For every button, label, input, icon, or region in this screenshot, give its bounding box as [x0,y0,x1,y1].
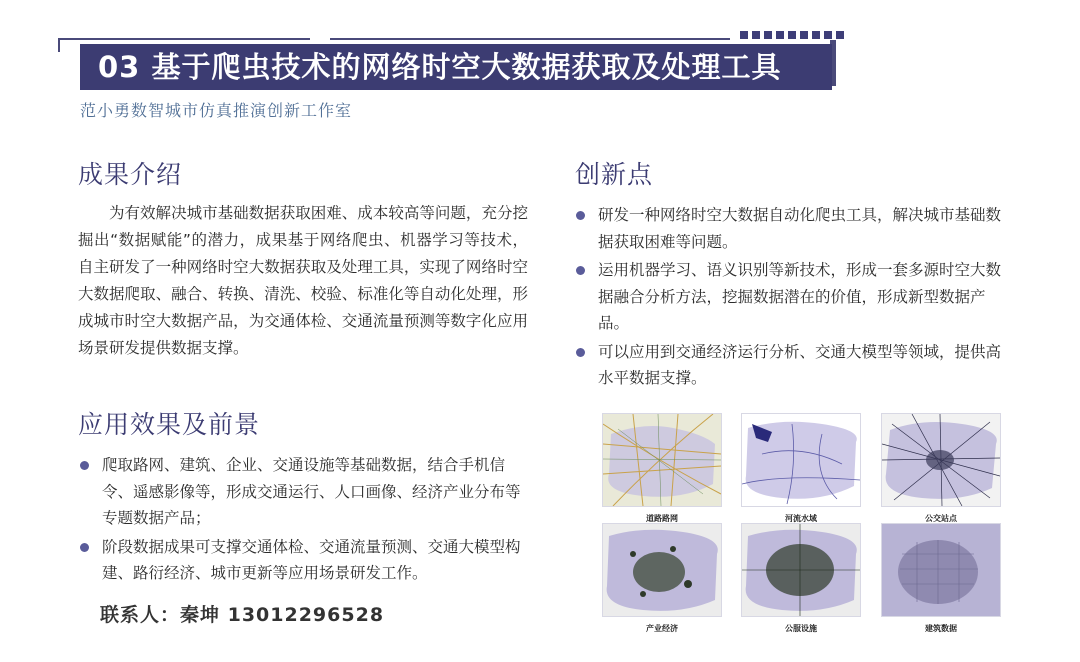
page-subtitle: 范小勇数智城市仿真推演创新工作室 [80,101,353,120]
list-item [574,339,1009,392]
header-decoration-line [330,38,730,40]
thumbnail-caption: 河流水域 [785,514,817,523]
bullet-dot-icon [576,348,585,357]
contact-info: 联系人：秦坤 13012296528 [100,604,385,626]
intro-paragraph: 为有效解决城市基础数据获取困难、成本较高等问题，充分挖掘出“数据赋能”的潜力，成果基于网络爬虫、机器学习等技术，自主研发了一种网络时空大数据获取及处理工具，实现了网络时空大数据爬取、融合、转换、清洗、校验、标准化等自动化处理，形成城市时空大数据产品，为交通体检、交通流量预测等数字化应用场景研发提供数据支撑。 [78,204,528,357]
header-decoration-tick [58,38,60,52]
list-item-text: 阶段数据成果可支撑交通体检、交通流量预测、交通大模型构建、路衍经济、城市更新等应用场景研发工作。 [102,537,521,582]
effect-list [78,452,533,589]
list-item-text: 运用机器学习、语义识别等新技术，形成一套多源时空大数据融合分析方法，挖掘数据潜在的价值，形成新型数据产品。 [598,261,1002,332]
thumbnail-river-water [741,413,861,524]
thumbnail-public-facility [741,523,861,634]
road-network-map-icon [602,413,722,507]
thumbnail-road-network [602,413,722,524]
innovation-heading: 创新点 [575,160,654,189]
thumbnail-caption: 产业经济 [646,624,678,633]
list-item [78,534,533,587]
list-item-text: 研发一种网络时空大数据自动化爬虫工具，解决城市基础数据获取困难等问题。 [598,206,1002,251]
header-decoration-squares [740,31,844,39]
page-title: 03 基于爬虫技术的网络时空大数据获取及处理工具 [80,44,832,90]
list-item [78,452,533,532]
bullet-dot-icon [80,543,89,552]
bus-stop-map-icon [881,413,1001,507]
building-data-map-icon [881,523,1001,617]
thumbnail-industry-economy [602,523,722,634]
thumbnail-building-data [881,523,1001,634]
intro-heading: 成果介绍 [78,160,183,189]
list-item-text: 可以应用到交通经济运行分析、交通大模型等领域，提供高水平数据支撑。 [598,342,1002,387]
river-water-map-icon [741,413,861,507]
list-item [574,202,1009,255]
list-item [574,257,1009,337]
bullet-dot-icon [576,211,585,220]
thumbnail-bus-stop [881,413,1001,524]
bullet-dot-icon [80,461,89,470]
public-facility-map-icon [741,523,861,617]
thumbnail-caption: 道路路网 [646,514,678,523]
thumbnail-caption: 公服设施 [785,624,817,633]
thumbnail-caption: 公交站点 [925,514,957,523]
thumbnail-caption: 建筑数据 [925,624,957,633]
innovation-list [574,202,1009,394]
bullet-dot-icon [576,266,585,275]
header-decoration-line [60,38,310,40]
list-item-text: 爬取路网、建筑、企业、交通设施等基础数据，结合手机信令、遥感影像等，形成交通运行、人口画像、经济产业分布等专题数据产品； [102,456,521,527]
industry-economy-map-icon [602,523,722,617]
effect-heading: 应用效果及前景 [78,410,261,439]
